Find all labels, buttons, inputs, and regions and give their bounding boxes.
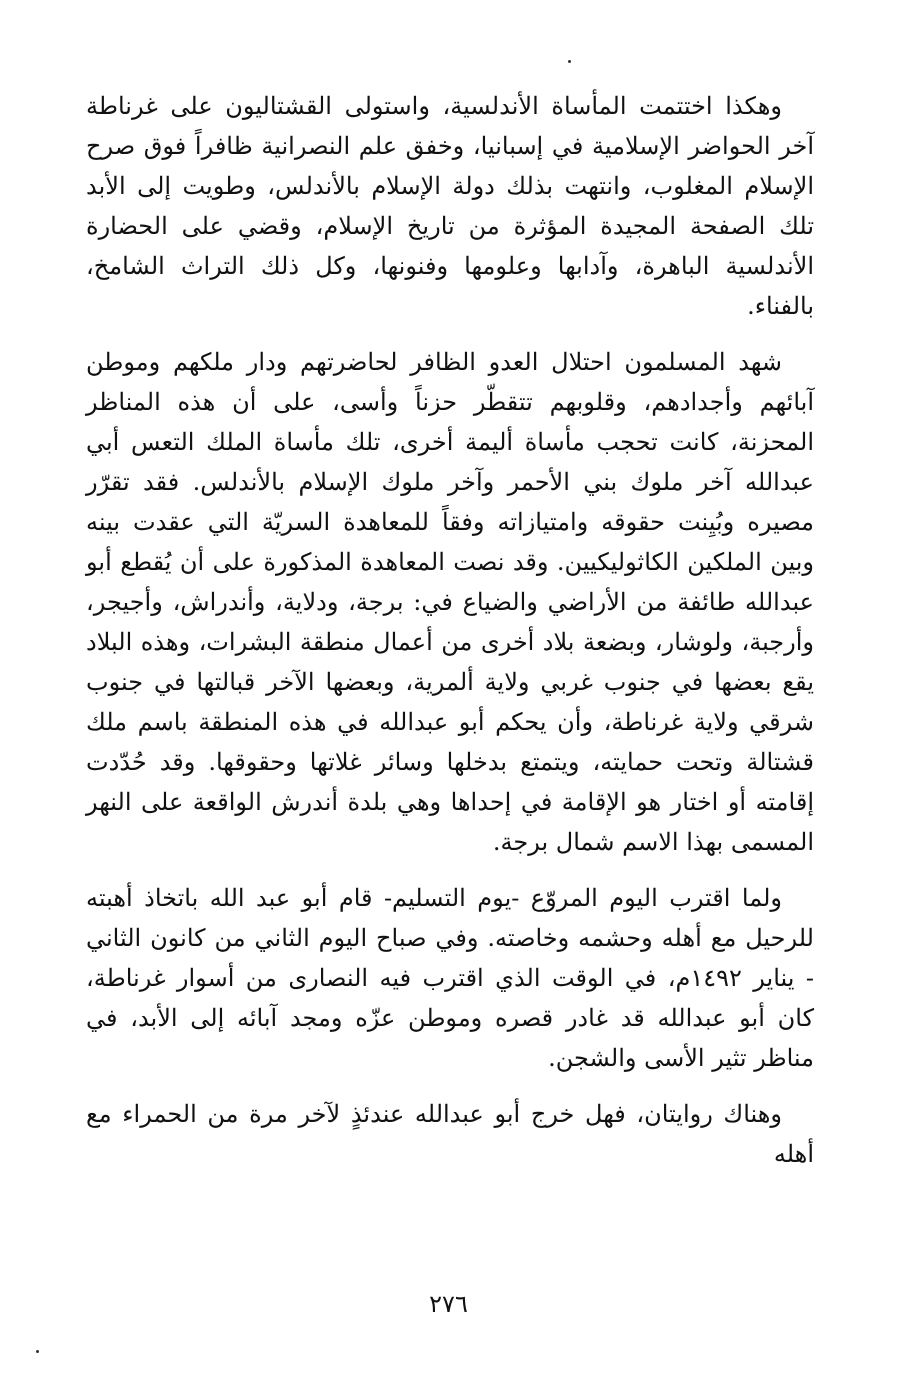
paragraph-3: ولما اقترب اليوم المروّع -يوم التسليم- قام أبو عبد الله باتخاذ أهبته للرحيل مع أهله وحشمه وخاصته. وفي صباح اليوم الثاني من كانون الثاني - يناير ١٤٩٢م، في الوقت الذي اقترب فيه النصارى من أسوار غرناطة، كان أبو عبدالله قد غادر قصره وموطن عزّه ومجد آبائه إلى الأبد، في مناظر تثير الأسى والشجن. [86,884,814,1072]
print-speck [568,60,571,63]
body-text [86,86,814,1190]
print-speck [36,1350,39,1353]
paragraph-2: شهد المسلمون احتلال العدو الظافر لحاضرتهم ودار ملكهم وموطن آبائهم وأجدادهم، وقلوبهم تتقطّر حزناً وأسى، على أن هذه المناظر المحزنة، كانت تحجب مأساة أليمة أخرى، تلك مأساة الملك التعس أبي عبدالله آخر ملوك بني الأحمر وآخر ملوك الإسلام بالأندلس. فقد تقرّر مصيره وبُيِنت حقوقه وامتيازاته وفقاً للمعاهدة السريّة التي عقدت بينه وبين الملكين الكاثوليكيين. وقد نصت المعاهدة المذكورة على أن يُقطع أبو عبدالله طائفة من الأراضي والضياع في: برجة، ودلاية، وأندراش، وأجيجر، وأرجبة، ولوشار، وبضعة بلاد أخرى من أعمال منطقة البشرات، وهذه البلاد يقع بعضها في جنوب غربي ولاية ألمرية، وبعضها الآخر قبالتها في جنوب شرقي ولاية غرناطة، وأن يحكم أبو عبدالله في هذه المنطقة باسم ملك قشتالة وتحت حمايته، ويتمتع بدخلها وسائر غلاتها وحقوقها. وقد حُدّدت إقامته أو اختار هو الإقامة في إحداها وهي بلدة أندرش الواقعة على النهر المسمى بهذا الاسم شمال برجة. [86,348,815,856]
page-number: ٢٧٦ [429,1290,468,1318]
paragraph-1: وهكذا اختتمت المأساة الأندلسية، واستولى القشتاليون على غرناطة آخر الحواضر الإسلامية في إسبانيا، وخفق علم النصرانية ظافراً فوق صرح الإسلام المغلوب، وانتهت بذلك دولة الإسلام بالأندلس، وطويت إلى الأبد تلك الصفحة المجيدة المؤثرة من تاريخ الإسلام، وقضي على الحضارة الأندلسية الباهرة، وآدابها وعلومها وفنونها، وكل ذلك التراث الشامخ، بالفناء. [86,92,814,320]
paragraph-4: وهناك روايتان، فهل خرج أبو عبدالله عندئذٍ لآخر مرة من الحمراء مع أهله [86,1100,814,1168]
